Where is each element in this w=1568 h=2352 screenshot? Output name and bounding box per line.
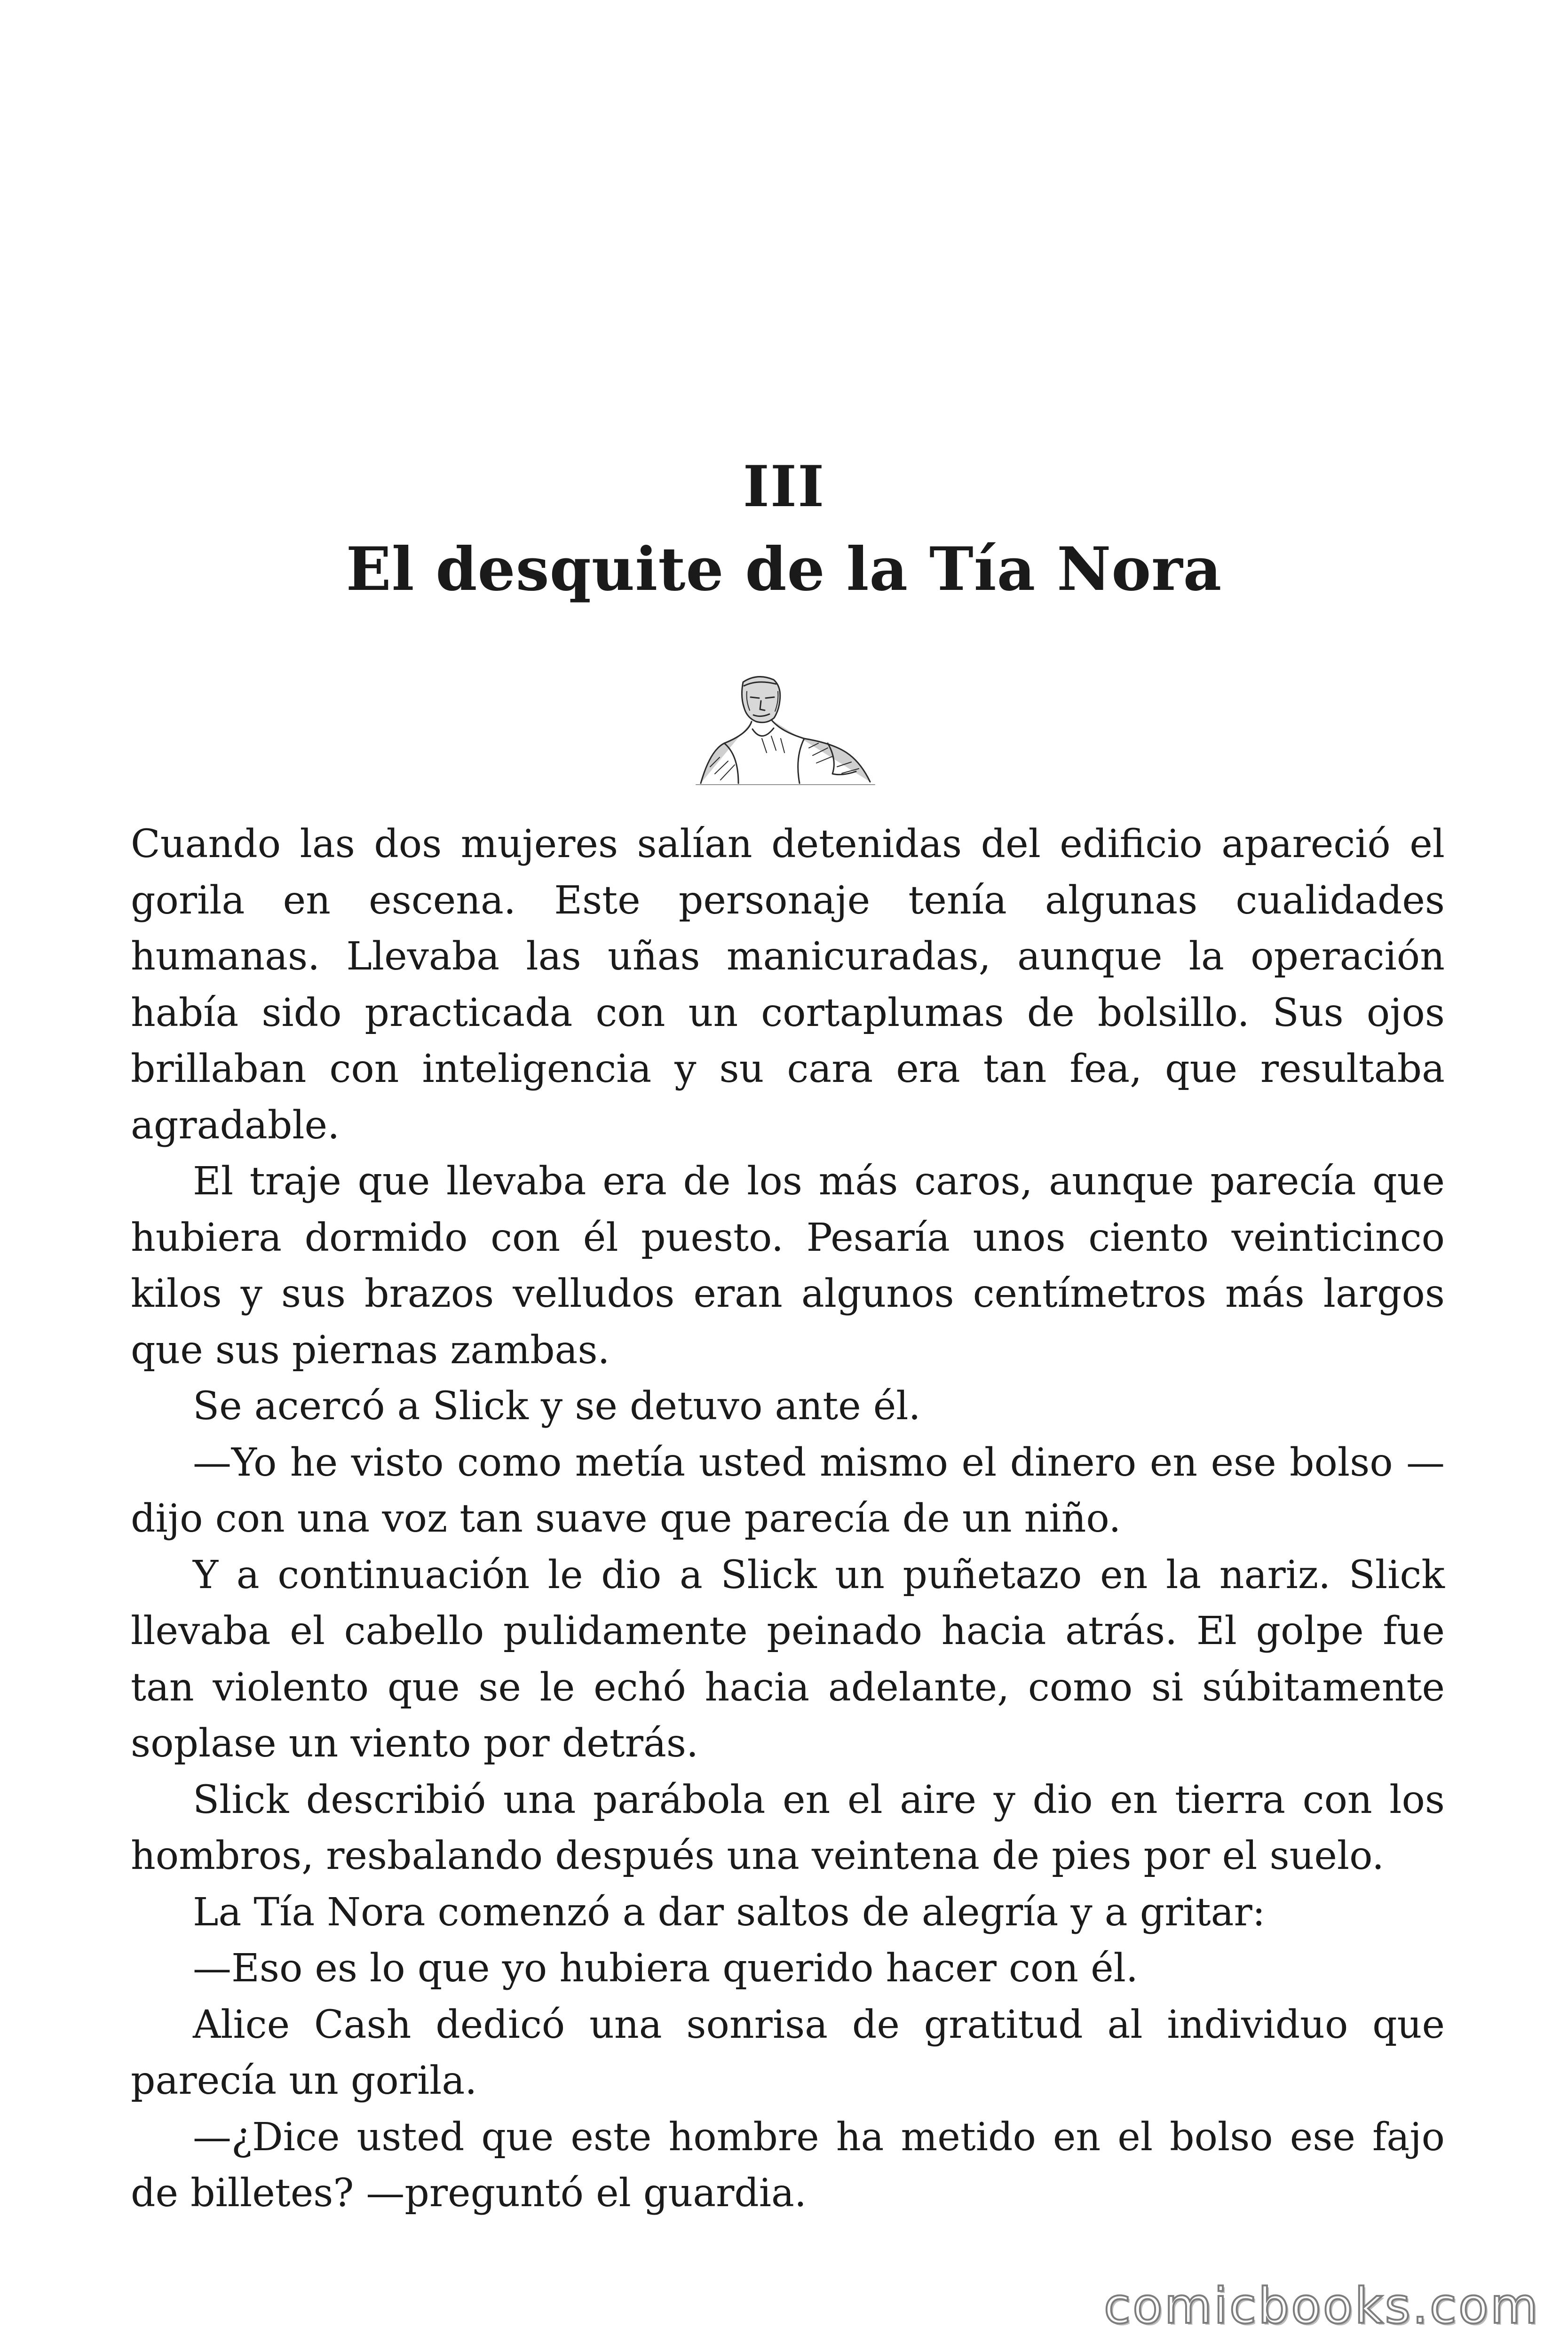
chapter-number: III <box>743 453 825 520</box>
chapter-title: El desquite de la Tía Nora <box>346 534 1222 604</box>
paragraph: —Yo he visto como metía usted mismo el dinero en ese bolso —dijo con una voz tan suave que parecía de un niño. <box>131 1440 1445 1541</box>
paragraph: Alice Cash dedicó una sonrisa de gratitud al individuo que parecía un gorila. <box>131 2002 1445 2103</box>
paragraph: —Eso es lo que yo hubiera querido hacer con él. <box>193 1946 1138 1991</box>
paragraph: —¿Dice usted que este hombre ha metido en el bolso ese fajo de billetes? —preguntó el guardia. <box>131 2114 1445 2216</box>
paragraph: Cuando las dos mujeres salían detenidas del edificio apareció el gorila en escena. Este personaje tenía algunas cualidades humanas. Llevaba las uñas manicuradas, aunque la operación había sido practicada con un cortaplumas de bolsillo. Sus ojos brillaban con inteligencia y su cara era tan fea, que resultaba agradable. <box>131 822 1445 1148</box>
paragraph: El traje que llevaba era de los más caros, aunque parecía que hubiera dormido con él puesto. Pesaría unos ciento veinticinco kilos y sus brazos velludos eran algunos centímetros más largos que sus piernas zambas. <box>131 1159 1445 1373</box>
gorilla-man-figure-icon <box>691 673 879 790</box>
paragraph: Slick describió una parábola en el aire y dio en tierra con los hombros, resbalando después una veintena de pies por el suelo. <box>131 1777 1445 1878</box>
chapter-body <box>131 816 1445 2222</box>
watermark: comicbooks.com <box>1103 2277 1540 2335</box>
paragraph: Y a continuación le dio a Slick un puñetazo en la nariz. Slick llevaba el cabello pulidamente peinado hacia atrás. El golpe fue tan violento que se le echó hacia adelante, como si súbitamente soplase un viento por detrás. <box>131 1552 1445 1766</box>
paragraph: La Tía Nora comenzó a dar saltos de alegría y a gritar: <box>193 1890 1266 1935</box>
paragraph: Se acercó a Slick y se detuvo ante él. <box>193 1384 921 1429</box>
